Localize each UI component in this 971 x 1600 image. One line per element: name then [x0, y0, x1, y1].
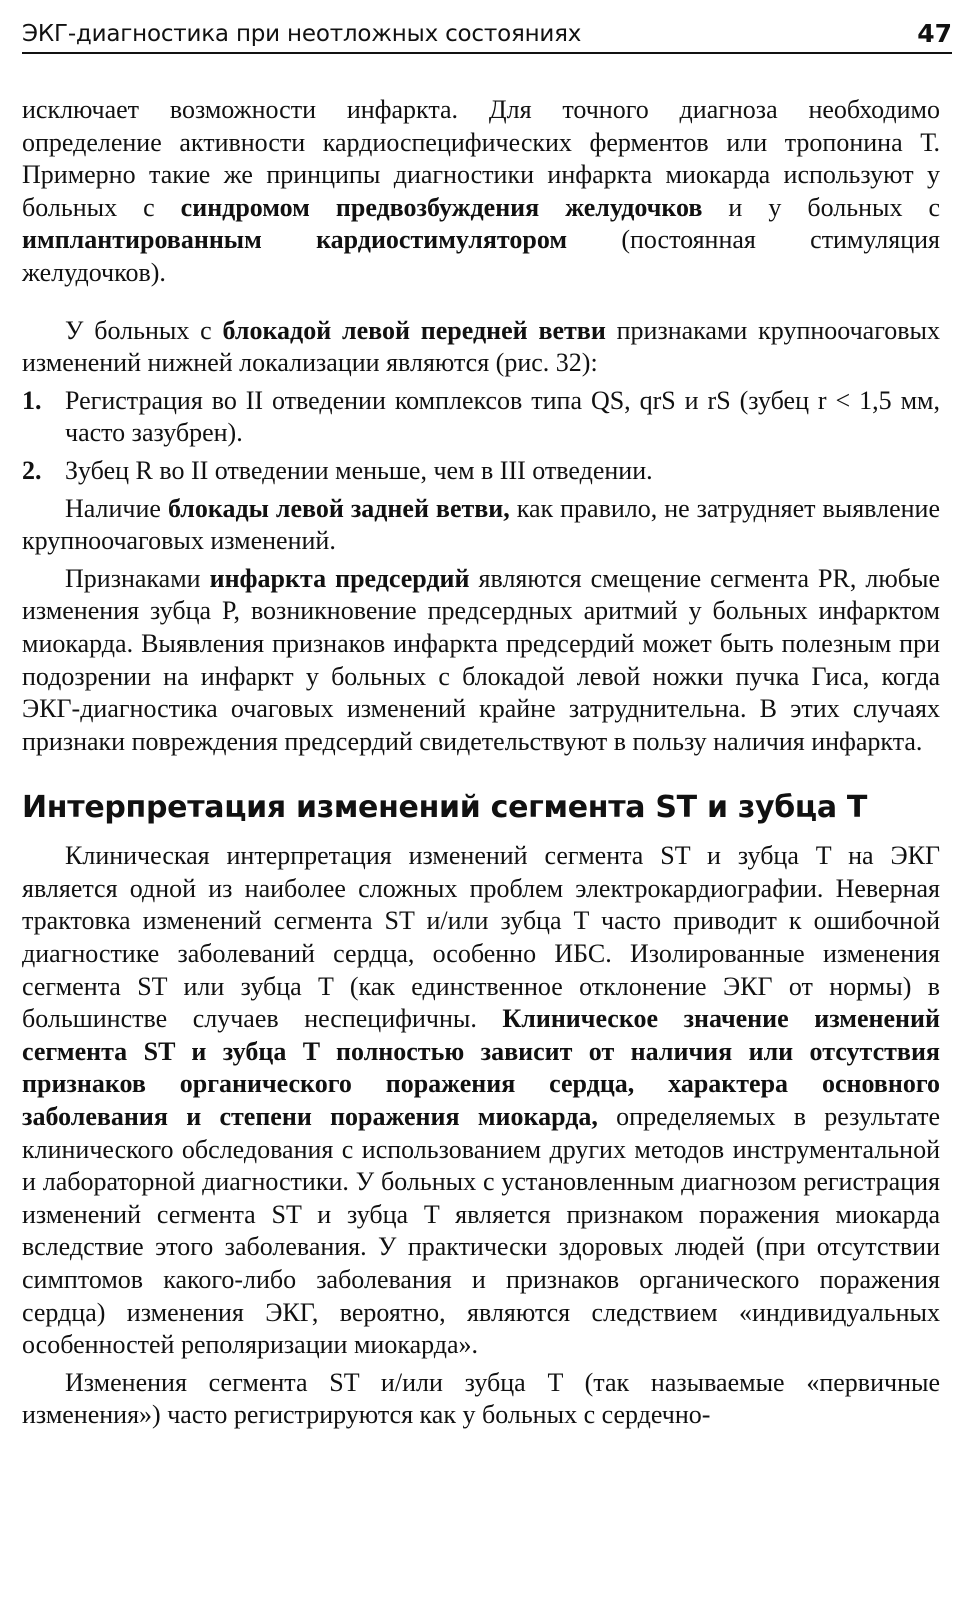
paragraph-text: и у больных с	[702, 192, 940, 222]
list-item	[22, 385, 940, 450]
list-item-text: Зубец R во II отведении меньше, чем в III отведении.	[65, 455, 653, 485]
paragraph-text: (постоянная стимуляция желудочков).	[22, 225, 941, 287]
bold-term: блокады левой задней ветви,	[167, 493, 510, 523]
page-number: 47	[917, 19, 952, 48]
bold-term: инфаркта предсердий	[209, 563, 470, 593]
paragraph-st-t-interpretation	[22, 840, 940, 1362]
list-item	[22, 455, 940, 488]
paragraph-primary-changes	[22, 1367, 940, 1432]
bold-term: имплантированным кардиостимулятором	[22, 225, 568, 255]
paragraph-text: Признаками	[65, 563, 210, 593]
page-body	[22, 94, 940, 1432]
bold-term: блокадой левой передней ветви	[222, 315, 606, 345]
section-heading: Интерпретация изменений сегмента ST и зубца T	[22, 790, 868, 826]
bold-term: синдромом предвозбуждения желудочков	[180, 192, 703, 222]
bold-term: Клиническое значение изменений сегмента ST и зубца T полностью зависит от наличия или отсутствия признаков органического поражения сердца, характера основного заболевания и степени поражения миокарда,	[22, 1004, 941, 1132]
paragraph-left-anterior-block	[22, 315, 940, 380]
paragraph-text: как правило, не затрудняет выявление крупноочаговых изменений.	[22, 493, 940, 556]
paragraph-continuation	[22, 94, 940, 290]
paragraph-text: У больных с	[65, 315, 223, 345]
running-header	[22, 18, 952, 54]
paragraph-text: признаками крупноочаговых изменений нижней локализации являются (рис. 32):	[22, 315, 940, 378]
paragraph-text: являются смещение сегмента PR, любые изменения зубца P, возникновение предсердных аритмий у больных инфарктом миокарда. Выявления признаков инфаркта предсердий может быть полезным при подозрении на инфаркт у больных с блокадой левой ножки пучка Гиса, когда ЭКГ-диагностика очаговых изменений крайне затруднительна. В этих случаях признаки повреждения предсердий свидетельствуют в пользу наличия инфаркта.	[22, 563, 940, 756]
paragraph-text: Изменения сегмента ST и/или зубца T (так называемые «первичные изменения») часто регистрируются как у больных с сердечно-	[22, 1367, 940, 1430]
list-item-text: Регистрация во II отведении комплексов типа QS, qrS и rS (зубец r < 1,5 мм, часто зазубрен).	[65, 385, 940, 448]
paragraph-text: исключает возможности инфаркта. Для точного диагноза необходимо определение активности кардиоспецифических ферментов или тропонина Т. Примерно такие же принципы диагностики инфаркта миокарда используют у больных с	[22, 95, 940, 222]
running-header-title: ЭКГ-диагностика при неотложных состояниях	[22, 21, 582, 47]
list-number: 1.	[22, 385, 42, 415]
paragraph-text: определяемых в результате клинического обследования с использованием других методов инструментальной и лабораторной диагностики. У больных с установленным диагнозом регистрация изменений сегмента ST и зубца T является признаком поражения миокарда вследствие этого заболевания. У практически здоровых людей (при отсутствии симптомов какого-либо заболевания и признаков органического поражения сердца) изменения ЭКГ, вероятно, являются следствием «индивидуальных особенностей реполяризации миокарда».	[22, 1102, 940, 1360]
paragraph-atrial-infarction	[22, 563, 940, 759]
criteria-list	[22, 385, 940, 488]
paragraph-text: Клиническая интерпретация изменений сегмента ST и зубца T на ЭКГ является одной из наиболее сложных проблем электрокардиографии. Неверная трактовка изменений сегмента ST и/или зубца T часто приводит к ошибочной диагностике заболеваний сердца, особенно ИБС. Изолированные изменения сегмента ST или зубца T (как единственное отклонение ЭКГ от нормы) в большинстве случаев неспецифичны.	[22, 841, 941, 1034]
paragraph-text: Наличие	[65, 493, 168, 523]
paragraph-left-posterior-block	[22, 493, 940, 558]
list-number: 2.	[22, 455, 42, 485]
